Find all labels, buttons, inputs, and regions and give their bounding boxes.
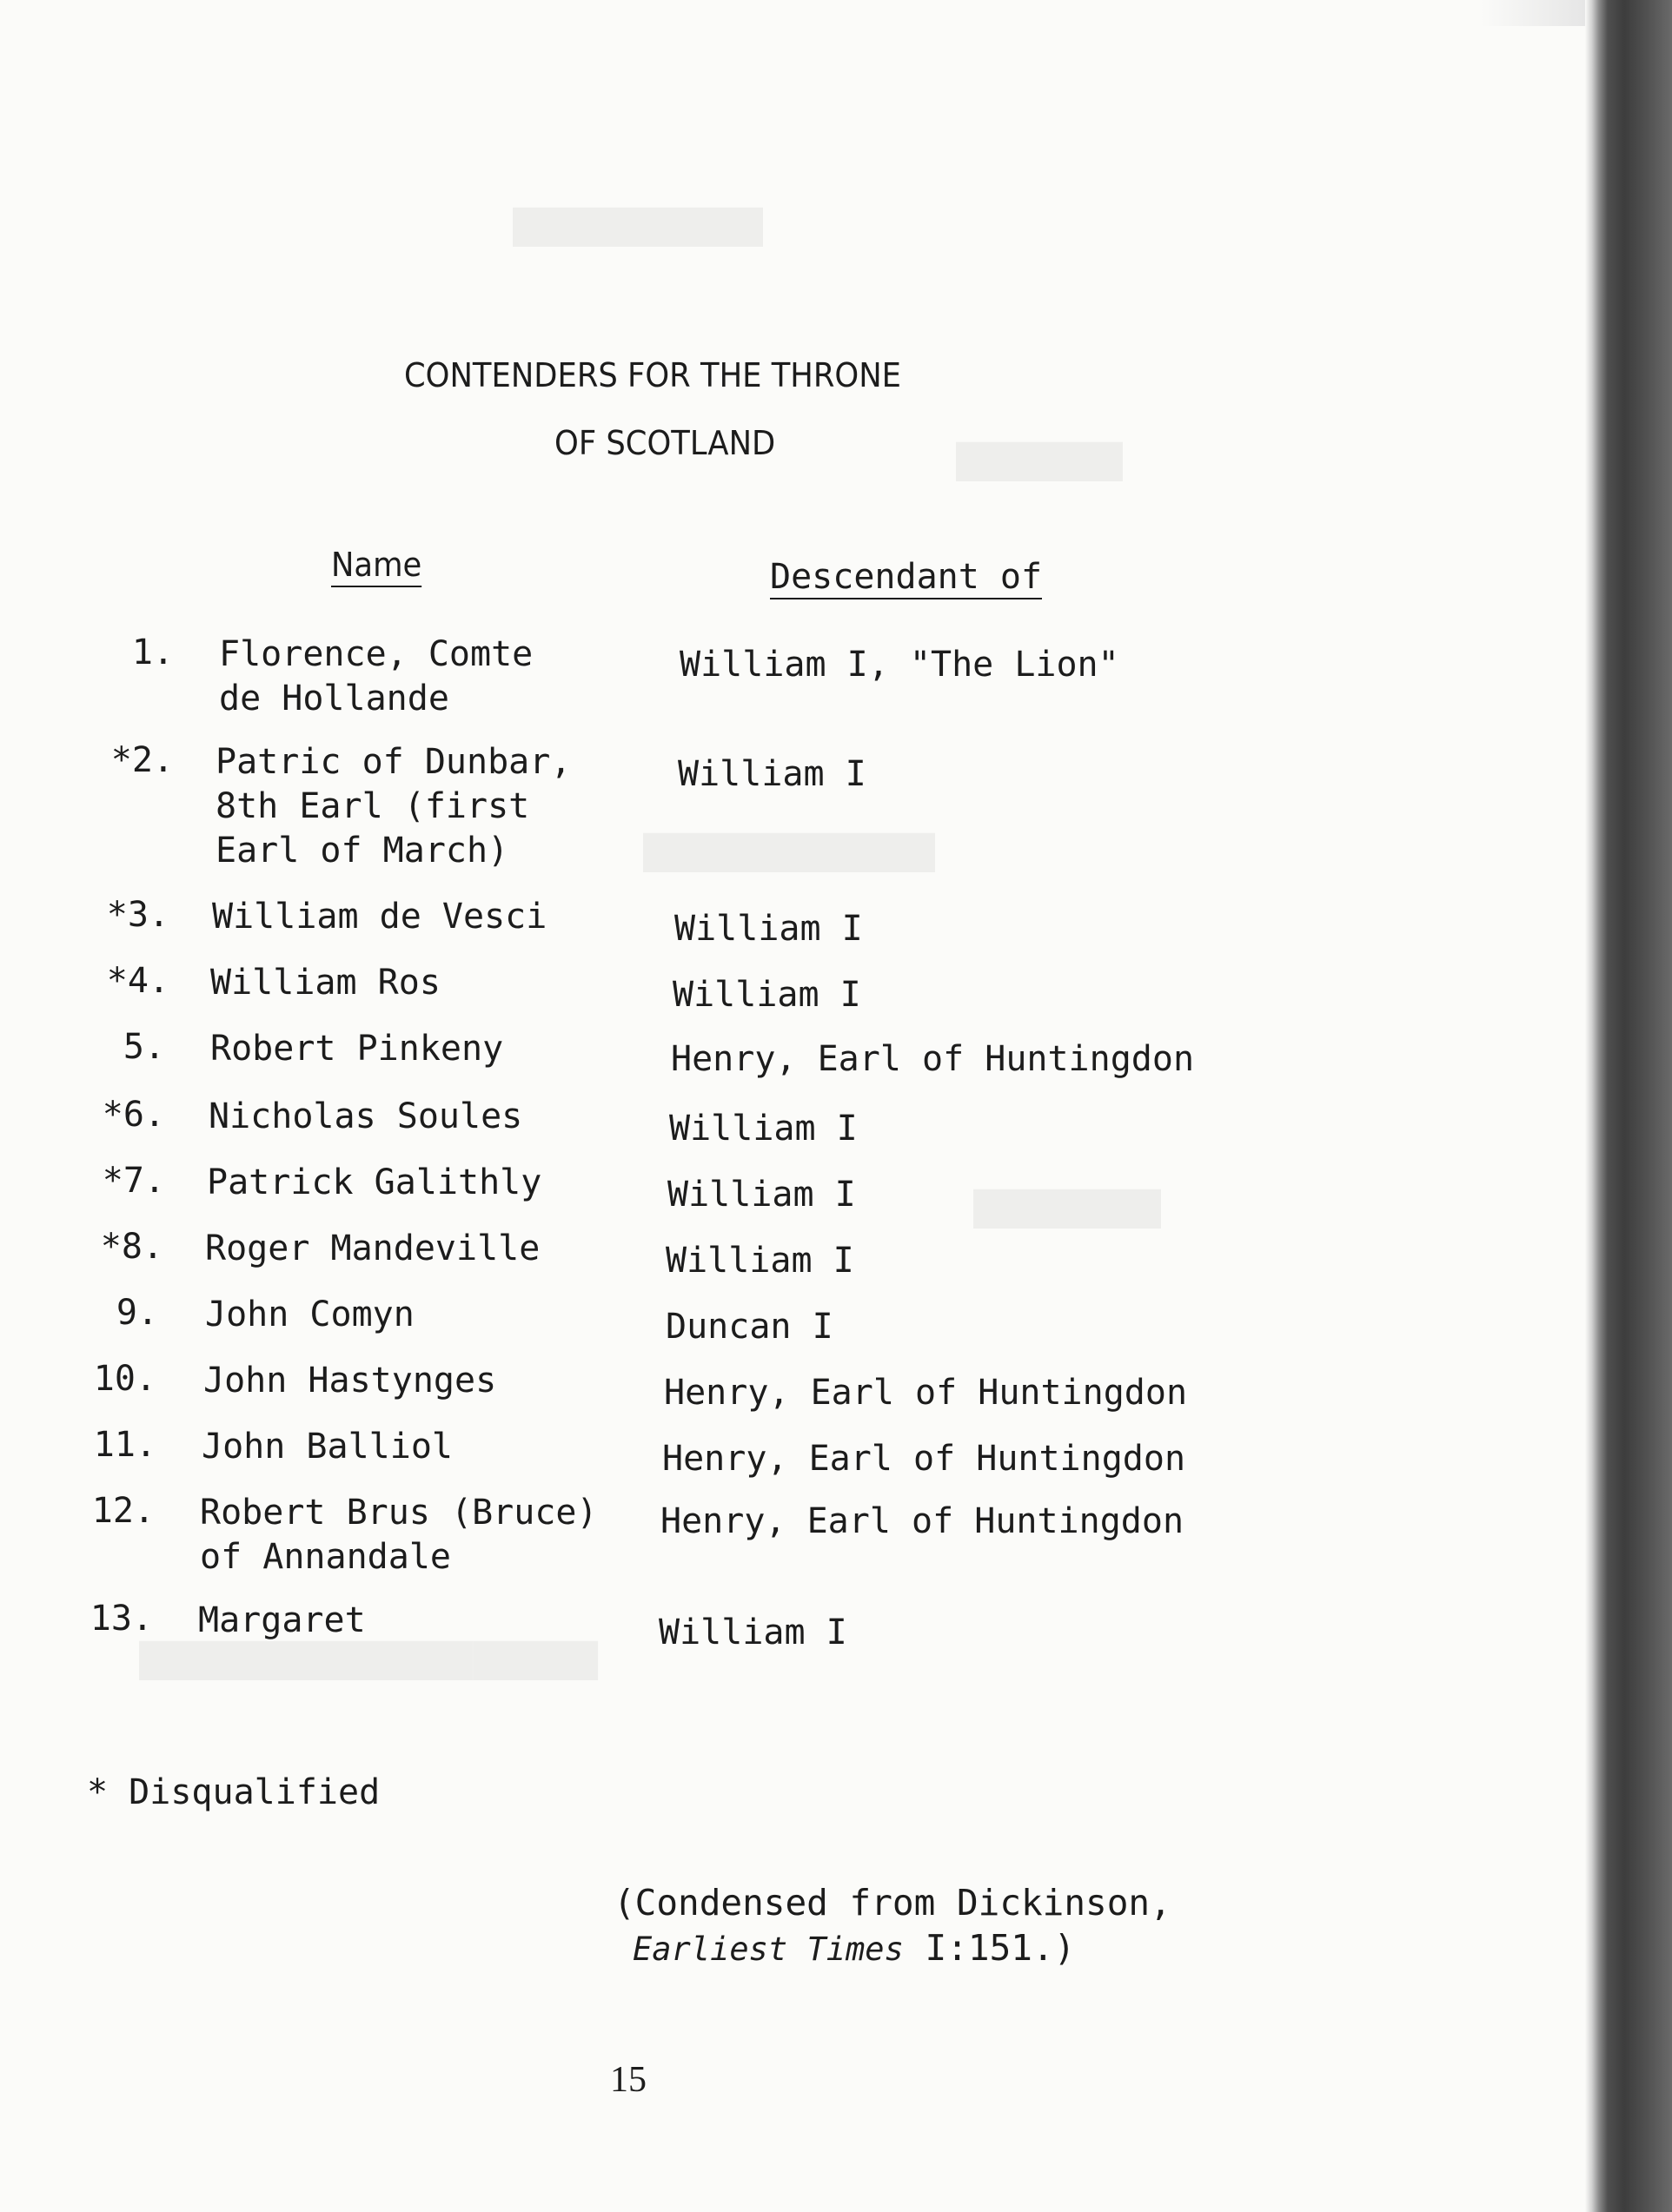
item-number: *4. — [106, 961, 169, 1001]
item-number: *6. — [102, 1095, 165, 1135]
citation-reference: I:151.) — [903, 1927, 1076, 1969]
bleed-through-text: ██████████████████████ — [139, 1642, 599, 1681]
item-number: *8. — [100, 1227, 163, 1267]
item-descendant: William I, "The Lion" — [680, 645, 1119, 685]
bleed-through-text: ██████████████ — [643, 834, 936, 873]
item-descendant: Henry, Earl of Huntingdon — [664, 1373, 1188, 1413]
item-name: Margaret — [198, 1600, 366, 1640]
item-number: 11. — [93, 1425, 156, 1465]
item-descendant: William I — [669, 1109, 858, 1149]
bleed-through-text: ████████████ — [513, 209, 764, 248]
item-descendant: Henry, Earl of Huntingdon — [662, 1439, 1186, 1479]
item-descendant: William I — [666, 1241, 854, 1281]
item-name: Robert Pinkeny — [210, 1029, 504, 1069]
item-name: Patrick Galithly — [207, 1162, 542, 1202]
citation — [614, 1880, 1171, 1972]
item-descendant: William I — [673, 975, 861, 1015]
item-name: Florence, Comte de Hollande — [219, 634, 534, 719]
page-number: 15 — [610, 2060, 647, 2100]
item-name: Nicholas Soules — [209, 1096, 523, 1136]
item-name: Roger Mandeville — [205, 1229, 541, 1268]
item-number: 12. — [91, 1491, 155, 1531]
item-number: 1. — [131, 632, 174, 672]
page-corner-shadow — [1481, 0, 1585, 26]
scanner-edge — [1585, 0, 1672, 2212]
item-name: Robert Brus (Bruce) of Annandale — [200, 1493, 598, 1577]
item-name: William Ros — [210, 963, 441, 1003]
item-descendant: Henry, Earl of Huntingdon — [660, 1501, 1184, 1541]
citation-line1: (Condensed from Dickinson, — [614, 1882, 1171, 1924]
item-name: William de Vesci — [212, 897, 547, 937]
item-number: 9. — [116, 1293, 158, 1333]
item-name: John Balliol — [202, 1427, 453, 1467]
item-number: *2. — [110, 740, 174, 780]
item-descendant: Henry, Earl of Huntingdon — [671, 1039, 1195, 1079]
item-number: 5. — [123, 1027, 165, 1067]
citation-source-title: Earliest Times — [633, 1931, 904, 1968]
item-descendant: Duncan I — [666, 1307, 833, 1347]
item-descendant: William I — [678, 754, 866, 794]
item-name: John Comyn — [205, 1295, 415, 1334]
item-number: *7. — [102, 1161, 165, 1201]
item-descendant: William I — [674, 909, 863, 949]
item-number: 10. — [93, 1359, 156, 1399]
item-descendant: William I — [667, 1175, 856, 1215]
item-number: *3. — [106, 895, 169, 935]
column-header-name: Name — [331, 546, 421, 587]
footnote-disqualified: * Disqualified — [87, 1772, 381, 1812]
bleed-through-text: █████████ — [973, 1190, 1162, 1229]
page-title-line2: OF SCOTLAND — [554, 424, 776, 462]
page-title-line1: CONTENDERS FOR THE THRONE — [404, 356, 902, 394]
item-name: Patric of Dunbar, 8th Earl (first Earl of March) — [216, 742, 572, 871]
item-descendant: William I — [659, 1613, 847, 1652]
item-number: 13. — [90, 1599, 153, 1639]
bleed-through-text: ████████ — [956, 443, 1124, 482]
column-header-descendant: Descendant of — [770, 558, 1042, 599]
citation-line2 — [614, 1925, 1171, 1972]
item-name: John Hastynges — [203, 1361, 497, 1401]
